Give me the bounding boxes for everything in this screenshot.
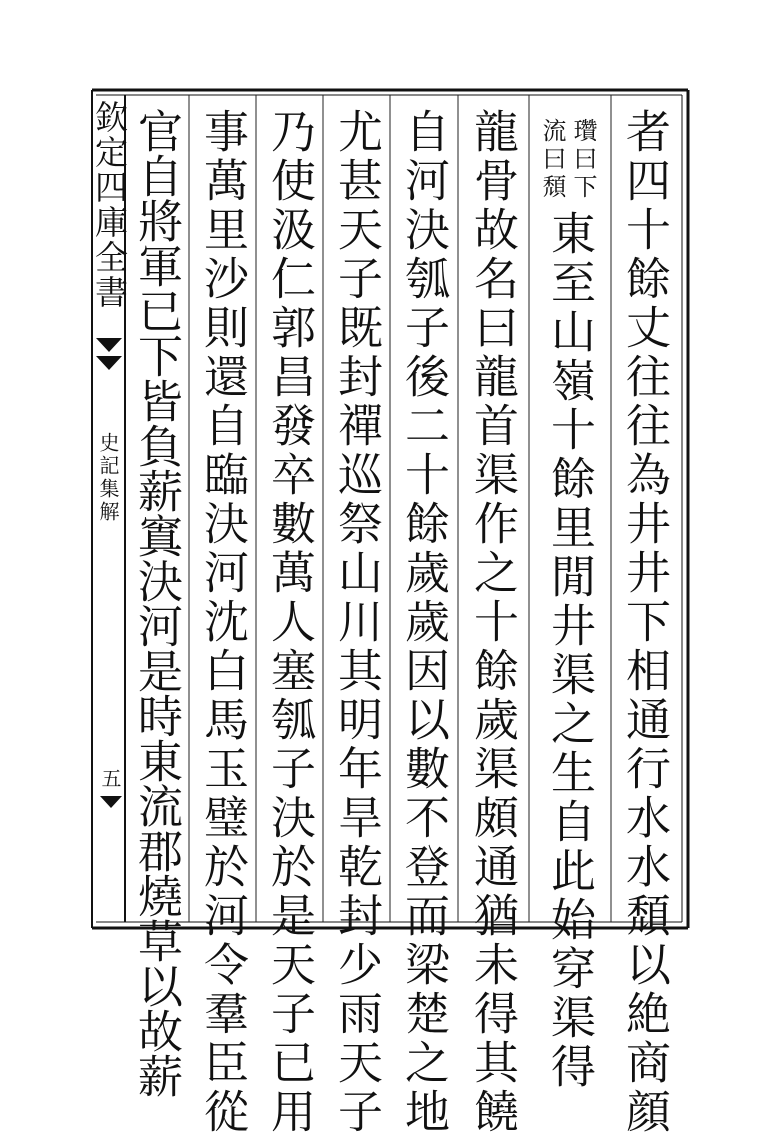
text-column-1: 者四十餘丈往往為井井下相通行水水頹以絶商顔 xyxy=(618,108,671,1137)
fishtail-upper xyxy=(96,338,122,370)
text-column-3: 龍骨故名曰龍首渠作之十餘歲渠頗通猶未得其饒 xyxy=(466,108,519,1137)
library-title: 欽定四庫全書 xyxy=(90,100,129,310)
text-column-7: 事萬里沙則還自臨決河沈白馬玉璧於河令羣臣從 xyxy=(196,108,249,1137)
text-column-6: 乃使汲仁郭昌發卒數萬人塞瓠子決於是天子已用 xyxy=(263,108,316,1137)
text-column-8: 官自將軍已下皆負薪窴決河是時東流郡燒草以故薪 xyxy=(130,108,183,1098)
page-number: 五 xyxy=(98,768,122,788)
text-column-2: 東至山嶺十餘里閒井渠之生自此始穿渠得 xyxy=(543,210,596,1092)
note-column-right: 瓚曰下 xyxy=(569,118,597,202)
book-title: 史記集解 xyxy=(96,432,120,524)
note-column-left: 流曰頹 xyxy=(538,118,566,202)
text-column-4: 自河決瓠子後二十餘歲歲因以數不登而梁楚之地 xyxy=(397,108,450,1137)
fishtail-lower xyxy=(100,796,122,808)
text-column-5: 尤甚天子既封禪巡祭山川其明年旱乾封少雨天子 xyxy=(330,108,383,1137)
